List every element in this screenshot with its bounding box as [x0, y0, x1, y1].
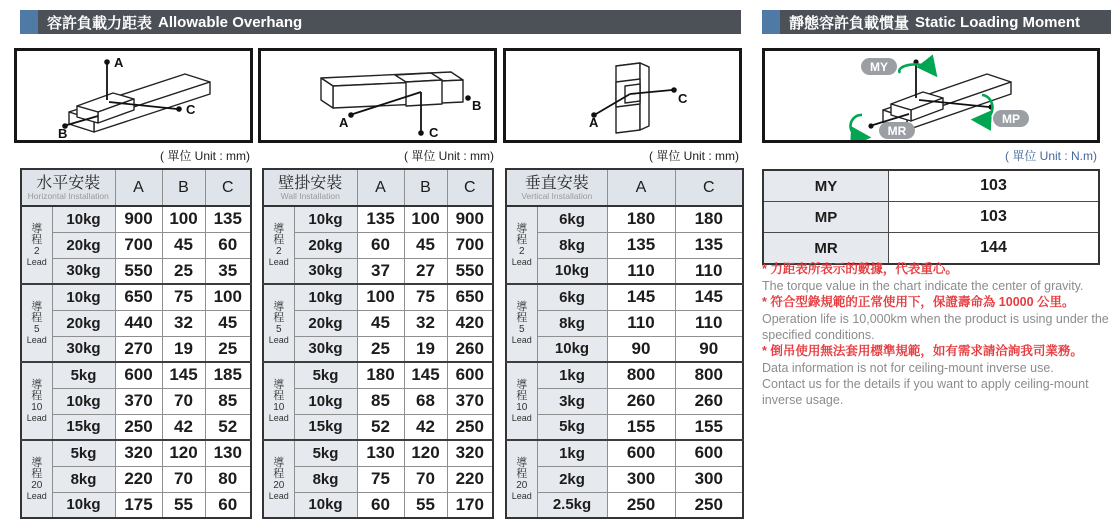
- lead-group-label: 導程 2 Lead: [263, 206, 294, 284]
- value-cell: 550: [447, 258, 493, 284]
- load-cell: 30kg: [52, 336, 115, 362]
- svg-text:B: B: [58, 126, 68, 140]
- value-cell: 60: [357, 232, 404, 258]
- table-row: [763, 202, 1099, 233]
- table-row: [21, 310, 251, 336]
- table-header-row: [263, 169, 493, 206]
- moment-rail-icon: [765, 51, 1097, 140]
- left-section-title-en: Allowable Overhang: [158, 13, 303, 31]
- column-header-b: B: [404, 169, 447, 206]
- table-title-zh: 水平安裝: [36, 174, 101, 192]
- value-cell: 52: [357, 414, 404, 440]
- table-row: [263, 336, 493, 362]
- value-cell: 45: [162, 232, 205, 258]
- value-cell: 27: [404, 258, 447, 284]
- vertical-installation-table: [505, 168, 744, 519]
- svg-text:C: C: [678, 91, 688, 106]
- horizontal-installation-table: [20, 168, 252, 519]
- load-cell: 30kg: [52, 258, 115, 284]
- value-cell: 120: [404, 440, 447, 466]
- note-en: The torque value in the chart indicate the center of gravity.: [762, 279, 1084, 293]
- load-cell: 5kg: [52, 440, 115, 466]
- left-section-title-zh: 容許負載力距表: [47, 14, 153, 32]
- value-cell: 320: [115, 440, 162, 466]
- note-zh: * 倒吊使用無法套用標準規範，如有需求請洽詢我司業務。: [762, 344, 1083, 358]
- load-cell: 8kg: [537, 310, 607, 336]
- table-title-zh: 垂直安裝: [524, 174, 589, 192]
- table-row: [263, 362, 493, 388]
- table-row: [263, 206, 493, 232]
- value-cell: 110: [607, 310, 675, 336]
- value-cell: 42: [404, 414, 447, 440]
- table-row: [21, 466, 251, 492]
- table-row: [263, 414, 493, 440]
- load-cell: 10kg: [537, 336, 607, 362]
- right-section-header: [762, 10, 1111, 34]
- blue-accent-square: [20, 10, 38, 34]
- value-cell: 220: [115, 466, 162, 492]
- table-row: [263, 440, 493, 466]
- column-header-c: C: [447, 169, 493, 206]
- value-cell: 250: [447, 414, 493, 440]
- value-cell: 68: [404, 388, 447, 414]
- moment-label-cell: MP: [763, 202, 889, 233]
- unit-label-nm: ( 單位 Unit : N.m): [1005, 149, 1097, 163]
- table-title: [21, 169, 115, 206]
- value-cell: 440: [115, 310, 162, 336]
- table-row: [21, 232, 251, 258]
- table-row: [506, 232, 743, 258]
- value-cell: 270: [115, 336, 162, 362]
- value-cell: 100: [357, 284, 404, 310]
- value-cell: 45: [205, 310, 251, 336]
- load-cell: 10kg: [294, 206, 357, 232]
- horizontal-installation-diagram: [14, 48, 253, 143]
- load-cell: 10kg: [537, 258, 607, 284]
- table-row: [263, 388, 493, 414]
- value-cell: 155: [675, 414, 743, 440]
- load-cell: 8kg: [52, 466, 115, 492]
- horizontal-rail-icon: [17, 51, 250, 140]
- value-cell: 45: [357, 310, 404, 336]
- value-cell: 32: [404, 310, 447, 336]
- column-header-a: A: [115, 169, 162, 206]
- load-cell: 10kg: [294, 492, 357, 518]
- load-cell: 5kg: [537, 414, 607, 440]
- value-cell: 250: [675, 492, 743, 518]
- value-cell: 185: [205, 362, 251, 388]
- column-header-b: B: [162, 169, 205, 206]
- value-cell: 800: [675, 362, 743, 388]
- load-cell: 20kg: [294, 310, 357, 336]
- value-cell: 550: [115, 258, 162, 284]
- moment-value-cell: 103: [889, 202, 1100, 233]
- column-header-a: A: [357, 169, 404, 206]
- table-row: [506, 388, 743, 414]
- value-cell: 145: [404, 362, 447, 388]
- unit-label-mm: ( 單位 Unit : mm): [404, 149, 494, 163]
- value-cell: 75: [357, 466, 404, 492]
- table-row: [506, 284, 743, 310]
- value-cell: 420: [447, 310, 493, 336]
- load-cell: 3kg: [537, 388, 607, 414]
- table-row: [21, 440, 251, 466]
- value-cell: 70: [162, 466, 205, 492]
- load-cell: 10kg: [52, 388, 115, 414]
- value-cell: 110: [675, 310, 743, 336]
- wall-rail-icon: [261, 51, 494, 140]
- value-cell: 320: [447, 440, 493, 466]
- mr-rotation-arrow: [850, 115, 862, 137]
- moment-value-cell: 103: [889, 170, 1100, 202]
- load-cell: 1kg: [537, 440, 607, 466]
- lead-group-label: 導程 10 Lead: [263, 362, 294, 440]
- wall-installation-diagram: [258, 48, 497, 143]
- column-header-c: C: [205, 169, 251, 206]
- load-cell: 2.5kg: [537, 492, 607, 518]
- load-cell: 20kg: [52, 232, 115, 258]
- value-cell: 800: [607, 362, 675, 388]
- value-cell: 650: [447, 284, 493, 310]
- svg-text:A: A: [589, 115, 599, 130]
- load-cell: 2kg: [537, 466, 607, 492]
- table-row: [506, 492, 743, 518]
- value-cell: 170: [447, 492, 493, 518]
- table-row: [506, 336, 743, 362]
- value-cell: 180: [675, 206, 743, 232]
- lead-group-label: 導程 5 Lead: [21, 284, 52, 362]
- value-cell: 260: [447, 336, 493, 362]
- load-cell: 10kg: [52, 492, 115, 518]
- mr-label-pill: [879, 122, 915, 139]
- table-row: [263, 258, 493, 284]
- value-cell: 260: [607, 388, 675, 414]
- value-cell: 75: [162, 284, 205, 310]
- value-cell: 600: [675, 440, 743, 466]
- load-cell: 10kg: [294, 284, 357, 310]
- note-zh: * 符合型錄規範的正常使用下，保證壽命為 10000 公里。: [762, 295, 1075, 309]
- table-title: [506, 169, 607, 206]
- value-cell: 110: [675, 258, 743, 284]
- value-cell: 600: [607, 440, 675, 466]
- right-section-title-zh: 靜態容許負載慣量: [789, 14, 910, 32]
- load-cell: 8kg: [537, 232, 607, 258]
- value-cell: 45: [404, 232, 447, 258]
- lead-group-label: 導程 20 Lead: [506, 440, 537, 518]
- value-cell: 130: [357, 440, 404, 466]
- svg-text:MR: MR: [887, 124, 907, 138]
- note-en: Data information is not for ceiling-mount inverse use.: [762, 361, 1054, 375]
- vertical-rail-icon: [506, 51, 739, 140]
- table-title-en: Vertical Installation: [521, 190, 593, 201]
- value-cell: 135: [205, 206, 251, 232]
- value-cell: 650: [115, 284, 162, 310]
- load-cell: 15kg: [294, 414, 357, 440]
- value-cell: 135: [607, 232, 675, 258]
- lead-group-label: 導程 20 Lead: [21, 440, 52, 518]
- svg-text:C: C: [186, 102, 196, 117]
- value-cell: 135: [357, 206, 404, 232]
- mp-label-pill: [993, 110, 1029, 127]
- load-cell: 5kg: [294, 440, 357, 466]
- note-zh: * 力距表所表示的數據，代表重心。: [762, 262, 958, 276]
- unit-label-mm: ( 單位 Unit : mm): [649, 149, 739, 163]
- column-header-a: A: [607, 169, 675, 206]
- table-row: [21, 492, 251, 518]
- value-cell: 100: [205, 284, 251, 310]
- value-cell: 700: [447, 232, 493, 258]
- value-cell: 110: [607, 258, 675, 284]
- load-cell: 10kg: [294, 388, 357, 414]
- value-cell: 155: [607, 414, 675, 440]
- value-cell: 220: [447, 466, 493, 492]
- my-label-pill: [861, 58, 897, 75]
- value-cell: 900: [115, 206, 162, 232]
- table-row: [21, 362, 251, 388]
- value-cell: 300: [607, 466, 675, 492]
- value-cell: 75: [404, 284, 447, 310]
- value-cell: 35: [205, 258, 251, 284]
- table-row: [506, 310, 743, 336]
- table-title: [263, 169, 357, 206]
- table-header-row: [21, 169, 251, 206]
- left-section-header: [20, 10, 741, 34]
- table-title-en: Wall Installation: [280, 190, 340, 201]
- value-cell: 700: [115, 232, 162, 258]
- value-cell: 42: [162, 414, 205, 440]
- svg-text:MY: MY: [870, 60, 888, 74]
- value-cell: 250: [607, 492, 675, 518]
- note-en: Contact us for the details if you want to apply ceiling-mount inverse usage.: [762, 377, 1089, 407]
- value-cell: 145: [675, 284, 743, 310]
- wall-installation-table: [262, 168, 494, 519]
- svg-text:A: A: [339, 115, 349, 130]
- load-cell: 5kg: [52, 362, 115, 388]
- load-cell: 20kg: [294, 232, 357, 258]
- table-row: [506, 440, 743, 466]
- unit-label-mm: ( 單位 Unit : mm): [160, 149, 250, 163]
- svg-text:C: C: [429, 125, 439, 140]
- table-row: [506, 362, 743, 388]
- value-cell: 130: [205, 440, 251, 466]
- table-title-zh: 壁掛安裝: [278, 174, 343, 192]
- table-row: [21, 414, 251, 440]
- load-cell: 6kg: [537, 206, 607, 232]
- table-row: [506, 414, 743, 440]
- load-cell: 30kg: [294, 258, 357, 284]
- value-cell: 70: [404, 466, 447, 492]
- value-cell: 370: [447, 388, 493, 414]
- value-cell: 250: [115, 414, 162, 440]
- load-cell: 30kg: [294, 336, 357, 362]
- value-cell: 180: [607, 206, 675, 232]
- value-cell: 19: [404, 336, 447, 362]
- vertical-installation-diagram: [503, 48, 742, 143]
- table-row: [263, 232, 493, 258]
- load-cell: 6kg: [537, 284, 607, 310]
- table-row: [263, 466, 493, 492]
- value-cell: 90: [607, 336, 675, 362]
- table-row: [506, 206, 743, 232]
- note-en: Operation life is 10,000km when the product is using under the specified conditions.: [762, 312, 1109, 342]
- table-row: [763, 233, 1099, 265]
- value-cell: 145: [607, 284, 675, 310]
- value-cell: 60: [205, 232, 251, 258]
- moment-label-cell: MY: [763, 170, 889, 202]
- lead-group-label: 導程 10 Lead: [506, 362, 537, 440]
- table-row: [21, 206, 251, 232]
- lead-group-label: 導程 20 Lead: [263, 440, 294, 518]
- notes-block: [762, 261, 1111, 408]
- value-cell: 145: [162, 362, 205, 388]
- value-cell: 120: [162, 440, 205, 466]
- table-row: [263, 284, 493, 310]
- load-cell: 1kg: [537, 362, 607, 388]
- value-cell: 32: [162, 310, 205, 336]
- value-cell: 600: [115, 362, 162, 388]
- load-cell: 10kg: [52, 284, 115, 310]
- load-cell: 20kg: [52, 310, 115, 336]
- svg-text:B: B: [472, 98, 482, 113]
- table-row: [263, 310, 493, 336]
- value-cell: 135: [675, 232, 743, 258]
- value-cell: 37: [357, 258, 404, 284]
- blue-accent-square: [762, 10, 780, 34]
- svg-text:MP: MP: [1002, 112, 1020, 126]
- value-cell: 55: [404, 492, 447, 518]
- value-cell: 85: [205, 388, 251, 414]
- table-row: [21, 388, 251, 414]
- value-cell: 900: [447, 206, 493, 232]
- load-cell: 10kg: [52, 206, 115, 232]
- moment-value-cell: 144: [889, 233, 1100, 265]
- lead-group-label: 導程 10 Lead: [21, 362, 52, 440]
- static-moment-diagram: [762, 48, 1100, 143]
- table-row: [21, 336, 251, 362]
- value-cell: 60: [205, 492, 251, 518]
- value-cell: 25: [205, 336, 251, 362]
- value-cell: 300: [675, 466, 743, 492]
- table-row: [506, 258, 743, 284]
- value-cell: 600: [447, 362, 493, 388]
- value-cell: 60: [357, 492, 404, 518]
- table-row: [763, 170, 1099, 202]
- value-cell: 180: [357, 362, 404, 388]
- value-cell: 100: [404, 206, 447, 232]
- value-cell: 80: [205, 466, 251, 492]
- column-header-c: C: [675, 169, 743, 206]
- lead-group-label: 導程 5 Lead: [506, 284, 537, 362]
- table-row: [21, 258, 251, 284]
- svg-text:A: A: [114, 55, 124, 70]
- table-title-en: Horizontal Installation: [27, 190, 109, 201]
- table-row: [21, 284, 251, 310]
- value-cell: 85: [357, 388, 404, 414]
- value-cell: 90: [675, 336, 743, 362]
- table-row: [263, 492, 493, 518]
- load-cell: 5kg: [294, 362, 357, 388]
- moment-label-cell: MR: [763, 233, 889, 265]
- value-cell: 25: [162, 258, 205, 284]
- table-row: [506, 466, 743, 492]
- value-cell: 25: [357, 336, 404, 362]
- load-cell: 15kg: [52, 414, 115, 440]
- value-cell: 100: [162, 206, 205, 232]
- value-cell: 260: [675, 388, 743, 414]
- value-cell: 70: [162, 388, 205, 414]
- value-cell: 52: [205, 414, 251, 440]
- right-section-title-en: Static Loading Moment: [915, 13, 1081, 31]
- table-header-row: [506, 169, 743, 206]
- value-cell: 55: [162, 492, 205, 518]
- value-cell: 175: [115, 492, 162, 518]
- static-moment-table: [762, 169, 1100, 265]
- lead-group-label: 導程 2 Lead: [21, 206, 52, 284]
- load-cell: 8kg: [294, 466, 357, 492]
- value-cell: 19: [162, 336, 205, 362]
- value-cell: 370: [115, 388, 162, 414]
- lead-group-label: 導程 2 Lead: [506, 206, 537, 284]
- lead-group-label: 導程 5 Lead: [263, 284, 294, 362]
